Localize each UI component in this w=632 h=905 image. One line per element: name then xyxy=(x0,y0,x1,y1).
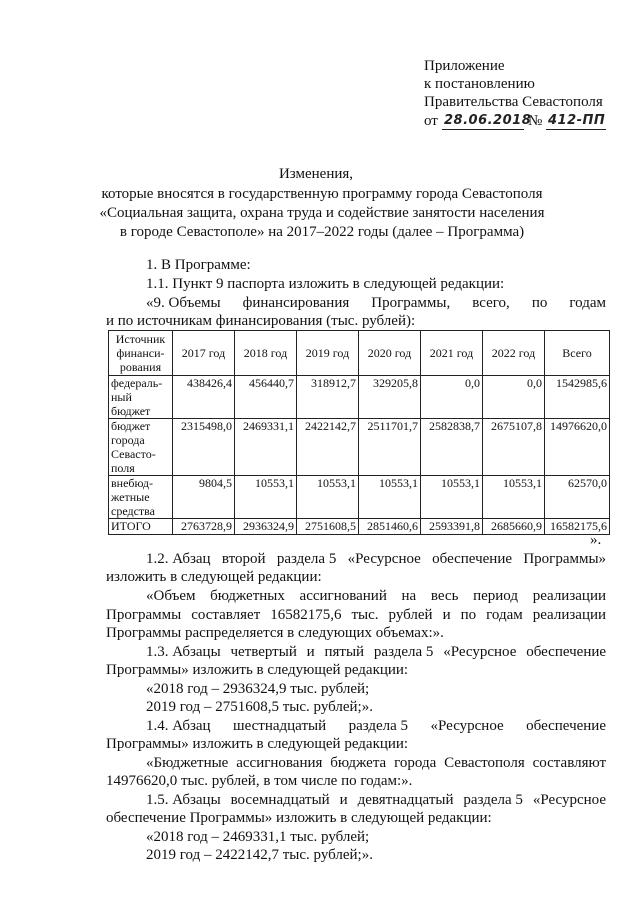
appendix-number-label: № xyxy=(528,113,543,129)
cell: 10553,1 xyxy=(297,476,359,519)
cell: 9804,5 xyxy=(173,476,235,519)
cell: 2511701,7 xyxy=(359,419,421,476)
header-2020: 2020 год xyxy=(359,331,421,376)
item-1-4-line-1: 1.4. Абзац шестнадцатый раздела 5 «Ресурсное обеспечение xyxy=(146,718,606,734)
appendix-line-1: Приложение xyxy=(424,58,505,74)
table-row-total xyxy=(109,519,610,535)
appendix-date: 28.06.2018 xyxy=(444,113,532,128)
cell: 62570,0 xyxy=(545,476,610,519)
table-header-row xyxy=(109,331,610,376)
item-9-line-2: и по источникам финансирования (тыс. рублей): xyxy=(106,313,416,329)
cell: 10553,1 xyxy=(483,476,545,519)
appendix-line-3: Правительства Севастополя xyxy=(424,94,603,110)
cell: 2582838,7 xyxy=(421,419,483,476)
row-source: федераль- ный бюджет xyxy=(109,376,173,419)
item-1-2-quote-line-1: «Объем бюджетных ассигнований на весь период реализации xyxy=(146,588,606,604)
appendix-line-2: к постановлению xyxy=(424,76,535,92)
item-1-3-line-2: Программы» изложить в следующей редакции: xyxy=(106,662,409,678)
cell: 2763728,9 xyxy=(173,519,235,535)
cell: 2751608,5 xyxy=(297,519,359,535)
item-1-4-quote-line-2: 14976620,0 тыс. рублей, в том числе по годам:». xyxy=(106,773,413,789)
row-source: бюджет города Севасто- поля xyxy=(109,419,173,476)
table-row xyxy=(109,376,610,419)
cell: 2593391,8 xyxy=(421,519,483,535)
appendix-number: 412-ПП xyxy=(548,113,606,128)
title-line-1: Изменения, xyxy=(278,166,354,182)
item-1-2-quote-line-3: Программы распределяется в следующих объемах:». xyxy=(106,625,444,641)
cell: 10553,1 xyxy=(421,476,483,519)
table-row xyxy=(109,476,610,519)
item-1-3-line-3: «2018 год – 2936324,9 тыс. рублей; xyxy=(146,681,370,697)
item-9-line-1: «9. Объемы финансирования Программы, всего, по годам xyxy=(146,295,607,311)
item-1-4-line-2: Программы» изложить в следующей редакции: xyxy=(106,736,409,752)
appendix-from-label: от xyxy=(424,113,438,129)
header-total: Всего xyxy=(545,331,610,376)
cell: 10553,1 xyxy=(235,476,297,519)
header-2017: 2017 год xyxy=(173,331,235,376)
cell: 2685660,9 xyxy=(483,519,545,535)
item-1-2-line-1: 1.2. Абзац второй раздела 5 «Ресурсное обеспечение Программы» xyxy=(146,551,607,567)
cell: 14976620,0 xyxy=(545,419,610,476)
cell: 10553,1 xyxy=(359,476,421,519)
header-2018: 2018 год xyxy=(235,331,297,376)
number-underline xyxy=(546,129,606,130)
cell: 2675107,8 xyxy=(483,419,545,476)
item-1-3-line-1: 1.3. Абзацы четвертый и пятый раздела 5 «Ресурсное обеспечение xyxy=(146,644,607,660)
item-1-4-quote-line-1: «Бюджетные ассигнования бюджета города Севастополя составляют xyxy=(146,755,607,771)
cell: 1542985,6 xyxy=(545,376,610,419)
header-2021: 2021 год xyxy=(421,331,483,376)
cell: 2422142,7 xyxy=(297,419,359,476)
row-source: внебюд- жетные средства xyxy=(109,476,173,519)
item-1-2-quote-line-2: Программы составляет 16582175,6 тыс. рублей и по годам реализации xyxy=(106,607,607,623)
item-1-3-line-4: 2019 год – 2751608,5 тыс. рублей;». xyxy=(146,699,373,715)
cell: 2469331,1 xyxy=(235,419,297,476)
title-line-3: «Социальная защита, охрана труда и содействие занятости населения xyxy=(99,205,545,221)
item-1-5-line-3: «2018 год – 2469331,1 тыс. рублей; xyxy=(146,829,370,845)
table-closing-quote: ». xyxy=(590,532,602,548)
title-line-4: в городе Севастополе» на 2017–2022 годы (далее – Программа) xyxy=(119,224,525,240)
header-2019: 2019 год xyxy=(297,331,359,376)
cell: 318912,7 xyxy=(297,376,359,419)
table-row xyxy=(109,419,610,476)
item-1-5-line-4: 2019 год – 2422142,7 тыс. рублей;». xyxy=(146,847,373,863)
cell: 2936324,9 xyxy=(235,519,297,535)
cell: 16582175,6 xyxy=(545,519,610,535)
cell: 0,0 xyxy=(483,376,545,419)
row-source: ИТОГО xyxy=(109,519,173,535)
header-source: Источник финанси- рования xyxy=(109,331,173,376)
cell: 329205,8 xyxy=(359,376,421,419)
cell: 2315498,0 xyxy=(173,419,235,476)
cell: 438426,4 xyxy=(173,376,235,419)
item-1-5-line-1: 1.5. Абзацы восемнадцатый и девятнадцатый раздела 5 «Ресурсное xyxy=(146,792,606,808)
cell: 0,0 xyxy=(421,376,483,419)
item-1-5-line-2: обеспечение Программы» изложить в следующей редакции: xyxy=(106,810,492,826)
date-underline xyxy=(442,129,524,130)
item-1-1: 1.1. Пункт 9 паспорта изложить в следующей редакции: xyxy=(146,276,505,292)
cell: 456440,7 xyxy=(235,376,297,419)
header-2022: 2022 год xyxy=(483,331,545,376)
title-line-2: которые вносятся в государственную программу города Севастополя xyxy=(101,186,543,202)
financing-table xyxy=(108,330,610,535)
item-1-2-line-2: изложить в следующей редакции: xyxy=(106,569,322,585)
section-1-heading: 1. В Программе: xyxy=(146,257,251,273)
cell: 2851460,6 xyxy=(359,519,421,535)
